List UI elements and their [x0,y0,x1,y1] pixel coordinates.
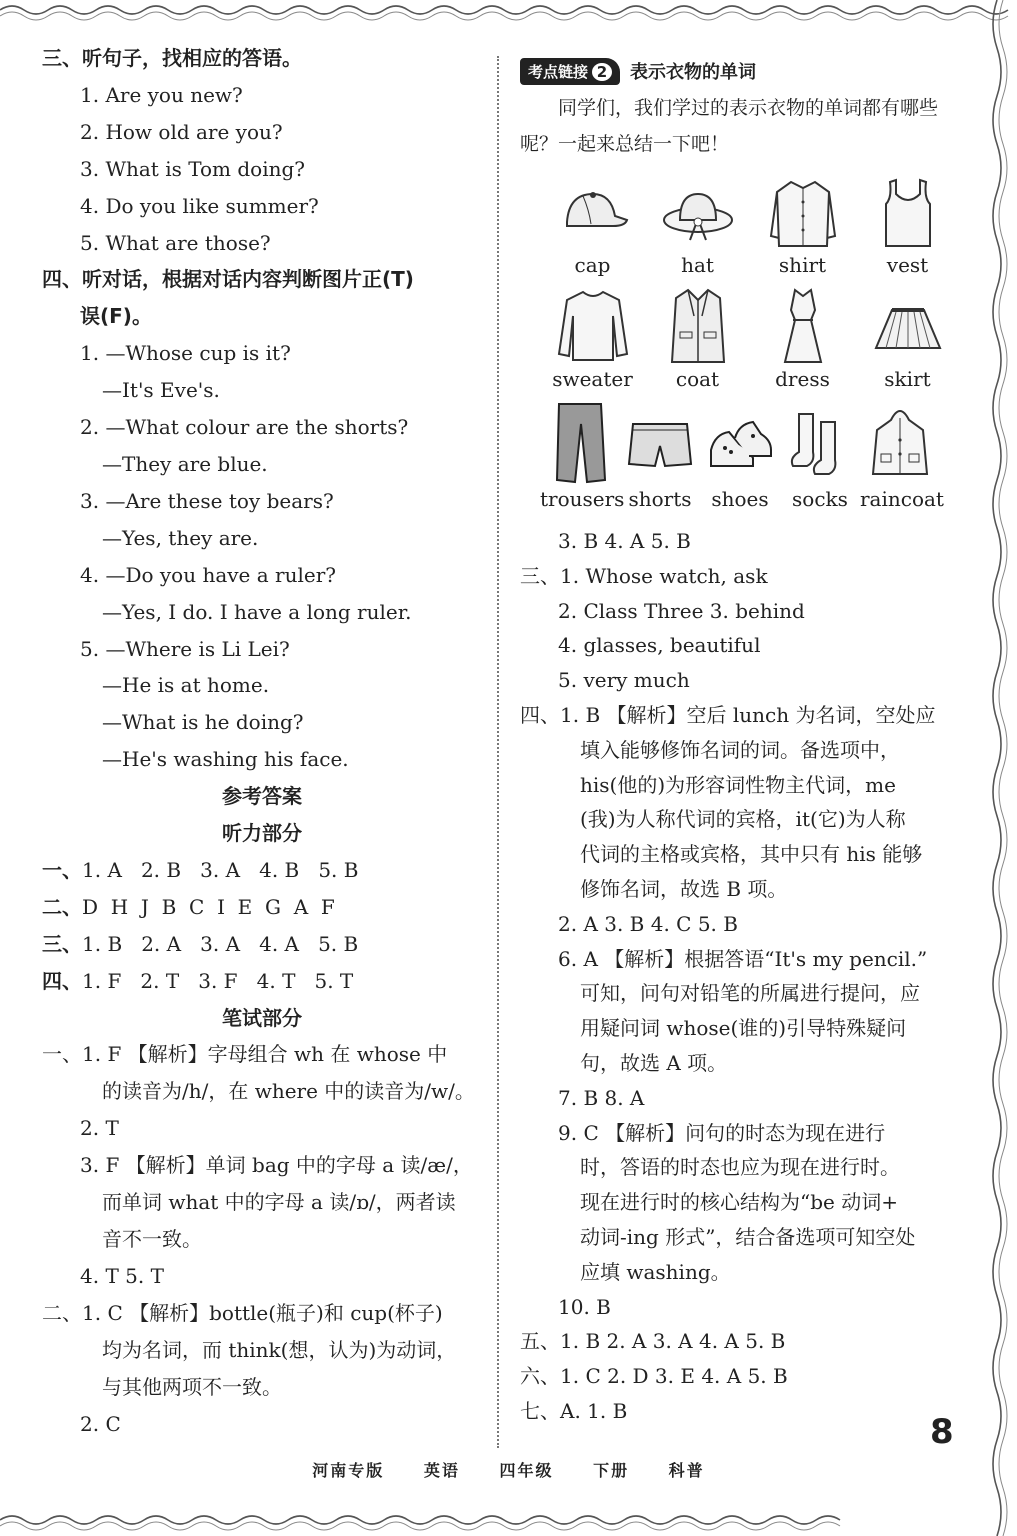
answer-line: 六、1. C 2. D 3. E 4. A 5. B [520,1364,788,1389]
clothing-skirt [855,286,960,392]
written-answers [42,1036,482,1442]
clothing-label: dress [775,367,830,391]
section-4-dialogues [42,335,482,778]
text-line: 1. —Whose cup is it? [80,341,291,366]
answer-heading: 参考答案 [222,784,302,809]
answer-line: 现在进行时的核心结构为“be 动词+ [580,1190,898,1215]
listening-answer-row [42,963,482,1000]
page-number: 8 [930,1412,954,1452]
right-column [520,40,970,1429]
footer-volume: 下册 [593,1461,630,1480]
section-4-title: 四、听对话，根据对话内容判断图片正(T) [42,267,414,292]
text-line: 而单词 what 中的字母 a 读/ɒ/，两者读 [102,1190,456,1215]
top-wave-border [0,0,1017,28]
answer-line: 5. very much [558,668,690,693]
page-footer [0,1458,1017,1481]
listening-answer-row [42,889,482,926]
clothing-label: shoes [711,487,769,511]
right-wave-border [967,0,1017,1536]
text-line: —Yes, I do. I have a long ruler. [102,599,412,624]
clothing-label: socks [792,487,848,511]
answer-line: 五、1. B 2. A 3. A 4. A 5. B [520,1329,786,1354]
clothing-label: skirt [884,367,931,391]
clothing-trousers [540,400,625,512]
left-column [42,40,482,1442]
clothing-row-2 [540,286,970,392]
list-item: 4. Do you like summer? [80,193,319,218]
answer-line: 9. C 【解析】问句的时态为现在进行 [558,1120,886,1145]
vest-icon [868,176,948,252]
skirt-icon [868,286,948,366]
clothing-shirt [750,176,855,278]
clothing-label: trousers [540,487,625,511]
clothing-label: coat [675,367,720,391]
clothing-label: vest [886,253,929,277]
right-answers [520,524,970,1429]
text-line: —He is at home. [102,673,270,698]
text-line: —He's washing his face. [102,747,349,772]
key-point-title: 表示衣物的单词 [630,62,757,83]
section-label: 三、 [42,931,82,956]
clothing-label: cap [574,253,611,277]
text-line: 2. —What colour are the shorts? [80,415,409,440]
shirt-icon [763,176,843,252]
clothing-row-1 [540,176,970,278]
trousers-icon [545,400,615,486]
clothing-shoes [700,400,780,512]
listening-heading: 听力部分 [222,821,302,846]
answer-values: 1. A 2. B 3. A 4. B 5. B [82,857,359,882]
text-line: 4. —Do you have a ruler? [80,562,336,587]
footer-publisher: 科普 [668,1461,705,1480]
answer-line: 应填 washing。 [580,1259,731,1284]
answer-line: 七、A. 1. B [520,1398,628,1423]
answer-values: D H J B C I E G A F [82,894,335,919]
text-line: 3. —Are these toy bears? [80,488,334,513]
raincoat-icon [865,400,935,486]
answer-line: 句，故选 A 项。 [580,1050,728,1075]
clothing-vest [855,176,960,278]
clothing-sweater [540,286,645,392]
shoes-icon [705,400,775,486]
section-3-list [42,77,482,262]
column-divider [497,56,499,1448]
clothing-row-3 [540,400,970,512]
shorts-icon [625,400,695,486]
answer-line: 6. A 【解析】根据答语“It's my pencil.” [558,946,928,971]
text-line: 的读音为/h/，在 where 中的读音为/w/。 [102,1079,475,1104]
section-label: 四、 [42,968,82,993]
footer-grade: 四年级 [499,1461,554,1480]
written-heading: 笔试部分 [222,1005,302,1030]
list-item: 1. Are you new? [80,82,243,107]
answer-line: 四、1. B 【解析】空后 lunch 为名词，空处应 [520,702,936,727]
listening-answer-row [42,926,482,963]
clothing-label: hat [681,253,714,277]
answer-line: 时，答语的时态也应为现在进行时。 [580,1155,900,1180]
text-line: 2. T [80,1116,119,1141]
listening-answer-row [42,852,482,889]
cap-icon [553,176,633,252]
text-line: —Yes, they are. [102,525,259,550]
clothing-label: sweater [552,367,633,391]
clothing-coat [645,286,750,392]
clothing-raincoat [860,400,944,512]
answer-line: 填入能够修饰名词的词。备选项中， [580,737,900,762]
footer-subject: 英语 [423,1461,460,1480]
answer-line: 2. Class Three 3. behind [558,598,805,623]
section-label: 二、 [42,894,82,919]
clothing-label: shirt [778,253,827,277]
coat-icon [658,286,738,366]
text-line: 一、1. F 【解析】字母组合 wh 在 whose 中 [42,1042,448,1067]
text-line: 4. T 5. T [80,1263,164,1288]
clothing-shorts [620,400,700,512]
clothing-dress [750,286,855,392]
answer-line: 4. glasses, beautiful [558,633,761,658]
answer-line: 10. B [558,1294,611,1319]
clothing-cap [540,176,645,278]
answer-line: 3. B 4. A 5. B [558,529,691,553]
clothing-socks [780,400,860,512]
intro-text: 同学们，我们学过的表示衣物的单词都有哪些呢？一起来总结一下吧！ [520,97,939,155]
text-line: —What is he doing? [102,710,304,735]
list-item: 5. What are those? [80,230,271,255]
text-line: —It's Eve's. [102,378,220,403]
text-line: —They are blue. [102,451,268,476]
bottom-wave-border [0,1476,1017,1536]
footer-edition: 河南专版 [312,1461,385,1480]
listening-answers [42,852,482,1000]
text-line: 与其他两项不一致。 [102,1374,282,1399]
section-4-title-cont: 误(F)。 [80,304,152,329]
answer-line: (我)为人称代词的宾格，it(它)为人称 [580,807,906,832]
answer-line: 用疑问词 whose(谁的)引导特殊疑问 [580,1016,907,1041]
text-line: 2. C [80,1411,121,1436]
text-line: 3. F 【解析】单词 bag 中的字母 a 读/æ/， [80,1153,473,1178]
clothing-label: shorts [628,487,692,511]
answer-line: 2. A 3. B 4. C 5. B [558,911,738,936]
answer-values: 1. B 2. A 3. A 4. A 5. B [82,931,359,956]
socks-icon [785,400,855,486]
key-point-header [520,54,970,88]
clothing-hat [645,176,750,278]
section-3-title: 三、听句子，找相应的答语。 [42,46,302,70]
answer-line: 可知，问句对铅笔的所属进行提问，应 [580,981,920,1006]
text-line: 均为名词，而 think(想，认为)为动词， [102,1337,457,1362]
answer-values: 1. F 2. T 3. F 4. T 5. T [82,968,354,993]
answer-line: 7. B 8. A [558,1085,645,1110]
text-line: 5. —Where is Li Lei? [80,636,290,661]
section-label: 一、 [42,857,82,882]
text-line: 二、1. C 【解析】bottle(瓶子)和 cup(杯子) [42,1300,443,1325]
answer-line: 代词的主格或宾格，其中只有 his 能够 [580,842,923,867]
answer-line: 动词-ing 形式”，结合备选项可知空处 [580,1224,916,1249]
clothing-label: raincoat [860,487,944,511]
list-item: 3. What is Tom doing? [80,156,306,181]
answer-line: 修饰名词，故选 B 项。 [580,876,788,901]
answer-line: his(他的)为形容词性物主代词，me [580,772,896,797]
answer-line: 三、1. Whose watch, ask [520,563,768,588]
text-line: 音不一致。 [102,1227,202,1251]
dress-icon [763,286,843,366]
list-item: 2. How old are you? [80,119,283,144]
hat-icon [658,176,738,252]
key-point-badge: 考点链接 2 [520,58,620,85]
sweater-icon [553,286,633,366]
